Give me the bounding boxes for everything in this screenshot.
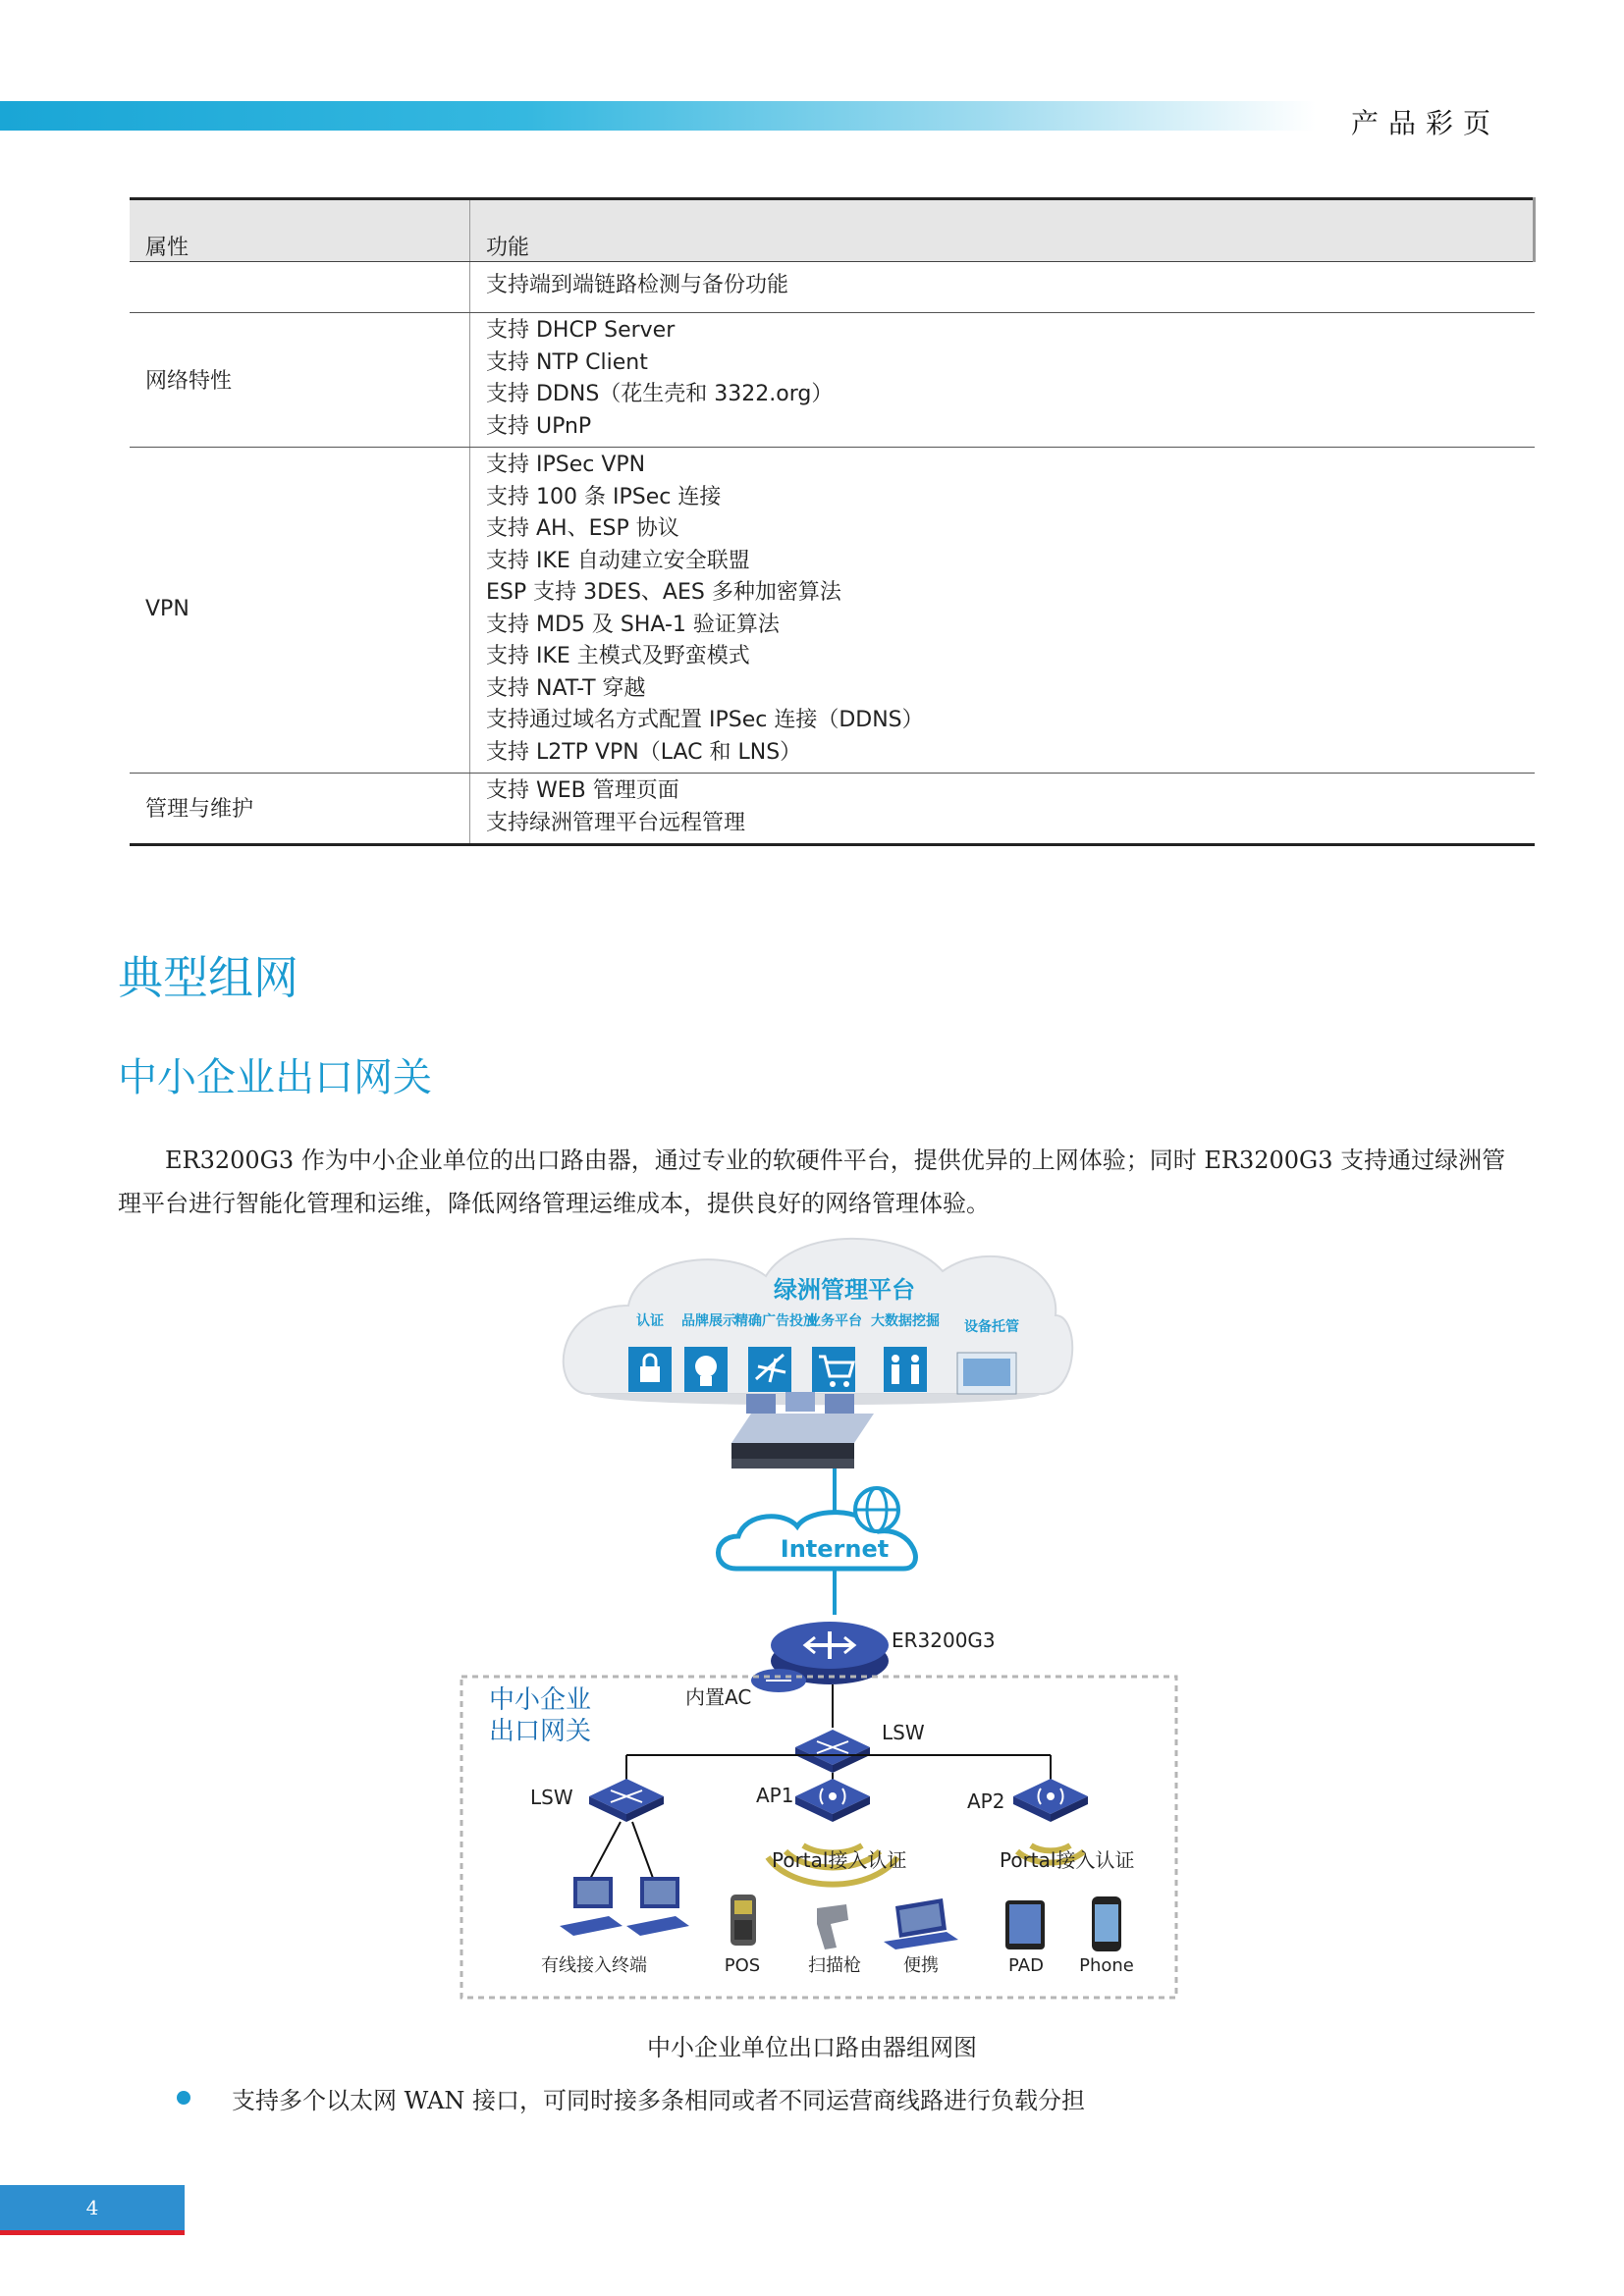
switch-icon [795, 1730, 870, 1773]
ap1-label: AP1 [756, 1784, 794, 1807]
table-cell-attr: 网络特性 [130, 313, 470, 448]
laptop-icon [884, 1898, 958, 1949]
footer-accent-line [0, 2230, 185, 2235]
table-cell-attr: 管理与维护 [130, 774, 470, 845]
ap2-label: AP2 [967, 1789, 1005, 1813]
bullet-text: 支持多个以太网 WAN 接口，可同时接多条相同或者不同运营商线路进行负载分担 [232, 2087, 1086, 2114]
table-cell-func [470, 774, 1535, 845]
cloud-title: 绿洲管理平台 [774, 1276, 915, 1304]
access-point-icon [1013, 1779, 1088, 1822]
barcode-scanner-icon [817, 1904, 848, 1949]
func-line: 支持 DDNS（花生壳和 3322.org） [486, 382, 834, 406]
phone-label: Phone [1079, 1955, 1134, 1976]
service-label: 品牌展示 [681, 1313, 736, 1329]
func-line: 支持 IPSec VPN [486, 453, 646, 477]
router-label: ER3200G3 [892, 1629, 996, 1652]
table-cell-func [470, 448, 1535, 774]
scanner-label: 扫描枪 [808, 1955, 861, 1976]
portal1-label: Portal接入认证 [772, 1848, 907, 1872]
table-cell-attr [130, 262, 470, 313]
func-line: 支持 IKE 自动建立安全联盟 [486, 548, 750, 573]
table-row [130, 448, 1535, 774]
header-gradient-bar [0, 101, 1316, 131]
builtin-ac-label: 内置AC [685, 1685, 752, 1709]
spec-table [130, 197, 1536, 846]
table-cell-func [470, 262, 1535, 313]
service-label: 设备托管 [964, 1319, 1019, 1335]
func-line: 支持 NTP Client [486, 349, 648, 375]
zone-label-1: 中小企业 [489, 1685, 592, 1715]
pos-terminal-icon [731, 1895, 756, 1946]
zone-label-2: 出口网关 [489, 1717, 592, 1746]
func-line: ESP 支持 3DES、AES 多种加密算法 [486, 580, 841, 605]
service-label: 业务平台 [807, 1313, 862, 1329]
table-header-func: 功能 [470, 199, 1535, 262]
pad-label: PAD [1008, 1955, 1044, 1976]
func-line: 支持绿洲管理平台远程管理 [486, 810, 746, 835]
access-point-icon [795, 1779, 870, 1822]
func-line: 支持 AH、ESP 协议 [486, 516, 679, 541]
func-line: 支持 IKE 主模式及野蛮模式 [486, 644, 750, 668]
desktop-computer-icon [560, 1877, 623, 1936]
func-line: 支持 NAT-T 穿越 [486, 675, 646, 701]
service-label: 精确广告投放 [734, 1313, 817, 1329]
service-label: 认证 [636, 1313, 664, 1329]
figure-caption: 中小企业单位出口路由器组网图 [647, 2034, 977, 2061]
func-line: 支持 WEB 管理页面 [486, 778, 679, 803]
portal2-label: Portal接入认证 [1000, 1848, 1135, 1872]
smartphone-icon [1092, 1896, 1121, 1951]
wired-terminal-label: 有线接入终端 [541, 1955, 647, 1976]
table-header-attr: 属性 [130, 199, 470, 262]
table-row [130, 774, 1535, 845]
header-title: 产品彩页 [1350, 107, 1500, 139]
builtin-ac-icon [751, 1669, 806, 1692]
service-label: 大数据挖掘 [871, 1313, 940, 1329]
table-cell-attr: VPN [130, 448, 470, 774]
page-number: 4 [0, 2185, 185, 2230]
server-rack-icon [731, 1392, 874, 1468]
section-subheading: 中小企业出口网关 [118, 1055, 432, 1100]
table-row [130, 262, 1535, 313]
body-paragraph: ER3200G3 作为中小企业单位的出口路由器，通过专业的软硬件平台，提供优异的上网体验；同时 ER3200G3 支持通过绿洲管理平台进行智能化管理和运维，降低网络管理运维成本，提供良好的网络管理体验。 [118, 1147, 1506, 1217]
internet-label: Internet [780, 1535, 890, 1563]
section-heading: 典型组网 [118, 951, 298, 1004]
func-line: 支持通过域名方式配置 IPSec 连接（DDNS） [486, 708, 924, 732]
tablet-icon [1005, 1900, 1045, 1949]
switch-icon [589, 1779, 664, 1822]
table-header-row [130, 199, 1535, 262]
table-cell-func [470, 313, 1535, 448]
func-line: 支持 MD5 及 SHA-1 验证算法 [486, 612, 780, 637]
table-row [130, 313, 1535, 448]
lsw-left-label: LSW [530, 1786, 573, 1809]
bullet-icon [177, 2091, 190, 2105]
desktop-computer-icon [626, 1877, 689, 1936]
data-mining-icon [884, 1347, 927, 1392]
func-line: 支持 100 条 IPSec 连接 [486, 484, 722, 509]
func-line: 支持 DHCP Server [486, 318, 676, 343]
func-line: 支持 UPnP [486, 413, 592, 439]
lsw-core-label: LSW [882, 1721, 925, 1744]
func-line: 支持 L2TP VPN（LAC 和 LNS） [486, 739, 802, 765]
pos-label: POS [724, 1955, 761, 1976]
func-line: 支持端到端链路检测与备份功能 [486, 273, 789, 298]
service-icons [628, 1347, 1016, 1394]
laptop-label: 便携 [903, 1955, 939, 1976]
